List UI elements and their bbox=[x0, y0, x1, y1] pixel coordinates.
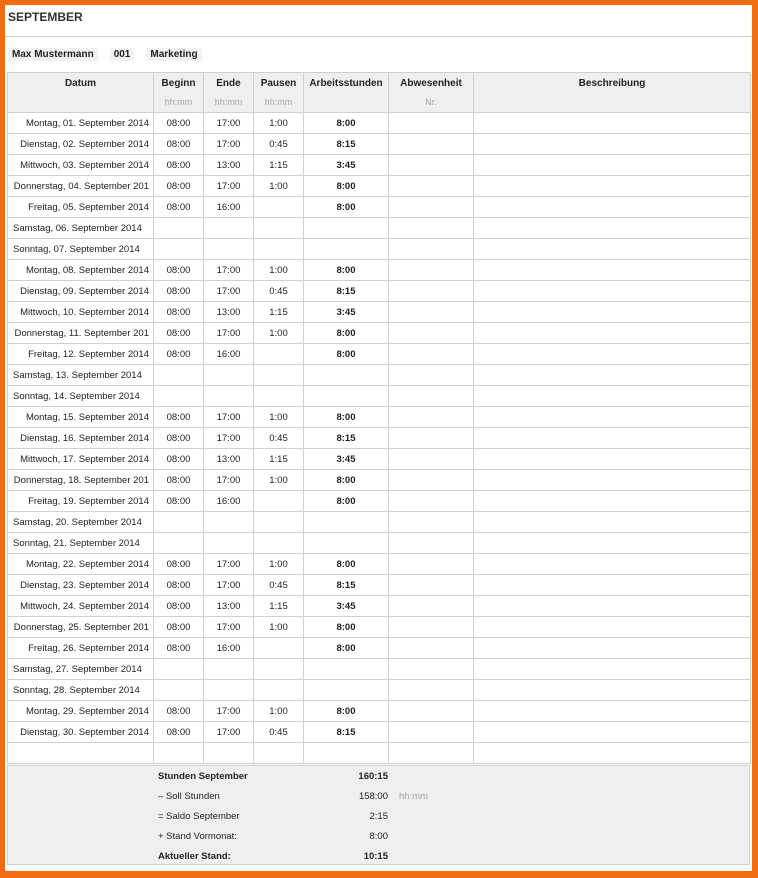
table-row bbox=[8, 680, 751, 701]
begin-cell[interactable] bbox=[154, 743, 204, 764]
begin-cell[interactable] bbox=[154, 680, 204, 701]
table-row bbox=[8, 155, 751, 176]
date-cell[interactable]: Sonntag, 14. September 2014 bbox=[8, 386, 154, 407]
hours-cell[interactable]: 8:15 bbox=[304, 722, 389, 743]
hours-cell[interactable]: 8:00 bbox=[304, 638, 389, 659]
pause-cell[interactable]: 1:00 bbox=[254, 260, 304, 281]
absence-cell[interactable] bbox=[389, 281, 474, 302]
date-cell[interactable]: Samstag, 06. September 2014 bbox=[8, 218, 154, 239]
summary-aktuell: Aktueller Stand: 10:15 bbox=[158, 851, 388, 862]
end-cell[interactable]: 16:00 bbox=[204, 638, 254, 659]
table-row bbox=[8, 470, 751, 491]
absence-cell[interactable] bbox=[389, 113, 474, 134]
pause-cell[interactable]: 1:00 bbox=[254, 176, 304, 197]
pause-cell[interactable]: 1:15 bbox=[254, 155, 304, 176]
hours-cell[interactable]: 8:00 bbox=[304, 407, 389, 428]
date-cell[interactable]: Donnerstag, 11. September 201 bbox=[8, 323, 154, 344]
header-ende: Ende hh:mm bbox=[204, 73, 254, 113]
description-cell[interactable] bbox=[474, 323, 751, 344]
absence-cell[interactable] bbox=[389, 134, 474, 155]
description-cell[interactable] bbox=[474, 218, 751, 239]
table-row bbox=[8, 533, 751, 554]
end-cell[interactable] bbox=[204, 743, 254, 764]
description-cell[interactable] bbox=[474, 302, 751, 323]
table-row bbox=[8, 281, 751, 302]
summary-soll-unit: hh:mm bbox=[399, 791, 429, 802]
hours-cell[interactable]: 3:45 bbox=[304, 302, 389, 323]
hours-cell[interactable]: 8:15 bbox=[304, 134, 389, 155]
absence-cell[interactable] bbox=[389, 302, 474, 323]
description-cell[interactable] bbox=[474, 701, 751, 722]
header-pausen: Pausen hh:mm bbox=[254, 73, 304, 113]
date-cell[interactable]: Samstag, 20. September 2014 bbox=[8, 512, 154, 533]
pause-cell[interactable] bbox=[254, 533, 304, 554]
end-cell[interactable]: 13:00 bbox=[204, 155, 254, 176]
end-cell[interactable] bbox=[204, 512, 254, 533]
description-cell[interactable] bbox=[474, 449, 751, 470]
hours-cell[interactable]: 8:15 bbox=[304, 575, 389, 596]
table-row bbox=[8, 239, 751, 260]
pause-cell[interactable]: 0:45 bbox=[254, 428, 304, 449]
hours-cell[interactable]: 8:00 bbox=[304, 344, 389, 365]
end-cell[interactable] bbox=[204, 365, 254, 386]
date-cell[interactable]: Mittwoch, 03. September 2014 bbox=[8, 155, 154, 176]
begin-cell[interactable]: 08:00 bbox=[154, 449, 204, 470]
absence-cell[interactable] bbox=[389, 197, 474, 218]
end-cell[interactable]: 17:00 bbox=[204, 134, 254, 155]
begin-cell[interactable]: 08:00 bbox=[154, 407, 204, 428]
absence-cell[interactable] bbox=[389, 554, 474, 575]
date-cell[interactable]: Donnerstag, 25. September 201 bbox=[8, 617, 154, 638]
hours-cell[interactable] bbox=[304, 365, 389, 386]
absence-cell[interactable] bbox=[389, 449, 474, 470]
table-row bbox=[8, 449, 751, 470]
time-table bbox=[7, 72, 751, 764]
description-cell[interactable] bbox=[474, 554, 751, 575]
end-cell[interactable]: 16:00 bbox=[204, 344, 254, 365]
date-cell[interactable]: Montag, 08. September 2014 bbox=[8, 260, 154, 281]
absence-cell[interactable] bbox=[389, 428, 474, 449]
date-cell[interactable]: Donnerstag, 18. September 201 bbox=[8, 470, 154, 491]
pause-cell[interactable] bbox=[254, 386, 304, 407]
end-cell[interactable]: 17:00 bbox=[204, 281, 254, 302]
summary-saldo: = Saldo September 2:15 bbox=[158, 811, 388, 822]
description-cell[interactable] bbox=[474, 407, 751, 428]
begin-cell[interactable]: 08:00 bbox=[154, 617, 204, 638]
table-row bbox=[8, 701, 751, 722]
end-cell[interactable]: 17:00 bbox=[204, 470, 254, 491]
pause-cell[interactable] bbox=[254, 680, 304, 701]
absence-cell[interactable] bbox=[389, 155, 474, 176]
description-cell[interactable] bbox=[474, 386, 751, 407]
description-cell[interactable] bbox=[474, 239, 751, 260]
employee-id: 001 bbox=[110, 48, 135, 61]
begin-cell[interactable] bbox=[154, 659, 204, 680]
description-cell[interactable] bbox=[474, 113, 751, 134]
table-row bbox=[8, 407, 751, 428]
begin-cell[interactable]: 08:00 bbox=[154, 722, 204, 743]
date-cell[interactable]: Sonntag, 07. September 2014 bbox=[8, 239, 154, 260]
table-row bbox=[8, 365, 751, 386]
begin-cell[interactable]: 08:00 bbox=[154, 113, 204, 134]
header-arbeitsstunden: Arbeitsstunden bbox=[304, 73, 389, 113]
employee-info bbox=[8, 48, 214, 61]
pause-cell[interactable]: 1:00 bbox=[254, 470, 304, 491]
begin-cell[interactable]: 08:00 bbox=[154, 344, 204, 365]
absence-cell[interactable] bbox=[389, 638, 474, 659]
end-cell[interactable]: 17:00 bbox=[204, 575, 254, 596]
pause-cell[interactable]: 0:45 bbox=[254, 134, 304, 155]
header-abwesenheit: Abwesenheit Nr. bbox=[389, 73, 474, 113]
description-cell[interactable] bbox=[474, 155, 751, 176]
absence-cell[interactable] bbox=[389, 722, 474, 743]
description-cell[interactable] bbox=[474, 428, 751, 449]
pause-cell[interactable]: 1:15 bbox=[254, 449, 304, 470]
pause-cell[interactable] bbox=[254, 659, 304, 680]
description-cell[interactable] bbox=[474, 617, 751, 638]
page-title: SEPTEMBER bbox=[8, 10, 83, 24]
absence-cell[interactable] bbox=[389, 344, 474, 365]
description-cell[interactable] bbox=[474, 344, 751, 365]
date-cell[interactable]: Samstag, 13. September 2014 bbox=[8, 365, 154, 386]
hours-cell[interactable] bbox=[304, 512, 389, 533]
pause-cell[interactable]: 1:00 bbox=[254, 113, 304, 134]
pause-cell[interactable]: 1:15 bbox=[254, 596, 304, 617]
end-cell[interactable] bbox=[204, 386, 254, 407]
end-cell[interactable]: 17:00 bbox=[204, 260, 254, 281]
table-row bbox=[8, 344, 751, 365]
description-cell[interactable] bbox=[474, 638, 751, 659]
date-cell[interactable]: Mittwoch, 17. September 2014 bbox=[8, 449, 154, 470]
hours-cell[interactable]: 8:00 bbox=[304, 197, 389, 218]
end-cell[interactable] bbox=[204, 218, 254, 239]
hours-cell[interactable]: 8:00 bbox=[304, 617, 389, 638]
begin-cell[interactable]: 08:00 bbox=[154, 470, 204, 491]
table-header bbox=[8, 73, 751, 113]
header-beschreibung: Beschreibung bbox=[474, 73, 751, 113]
table-row bbox=[8, 323, 751, 344]
pause-cell[interactable]: 0:45 bbox=[254, 281, 304, 302]
table-row bbox=[8, 386, 751, 407]
begin-cell[interactable] bbox=[154, 386, 204, 407]
end-cell[interactable]: 13:00 bbox=[204, 449, 254, 470]
begin-cell[interactable]: 08:00 bbox=[154, 575, 204, 596]
date-cell[interactable]: Montag, 01. September 2014 bbox=[8, 113, 154, 134]
date-cell[interactable]: Freitag, 19. September 2014 bbox=[8, 491, 154, 512]
hours-cell[interactable]: 3:45 bbox=[304, 596, 389, 617]
description-cell[interactable] bbox=[474, 659, 751, 680]
end-cell[interactable]: 13:00 bbox=[204, 596, 254, 617]
table-row bbox=[8, 596, 751, 617]
date-cell[interactable]: Sonntag, 21. September 2014 bbox=[8, 533, 154, 554]
date-cell[interactable]: Dienstag, 09. September 2014 bbox=[8, 281, 154, 302]
description-cell[interactable] bbox=[474, 281, 751, 302]
table-row bbox=[8, 218, 751, 239]
description-cell[interactable] bbox=[474, 176, 751, 197]
begin-cell[interactable]: 08:00 bbox=[154, 638, 204, 659]
date-cell[interactable] bbox=[8, 743, 154, 764]
pause-cell[interactable]: 0:45 bbox=[254, 575, 304, 596]
end-cell[interactable]: 17:00 bbox=[204, 554, 254, 575]
absence-cell[interactable] bbox=[389, 386, 474, 407]
timesheet bbox=[5, 5, 752, 871]
hours-cell[interactable] bbox=[304, 659, 389, 680]
hours-cell[interactable] bbox=[304, 386, 389, 407]
table-row bbox=[8, 722, 751, 743]
date-cell[interactable]: Donnerstag, 04. September 201 bbox=[8, 176, 154, 197]
description-cell[interactable] bbox=[474, 197, 751, 218]
date-cell[interactable]: Dienstag, 16. September 2014 bbox=[8, 428, 154, 449]
pause-cell[interactable] bbox=[254, 197, 304, 218]
end-cell[interactable] bbox=[204, 680, 254, 701]
pause-cell[interactable] bbox=[254, 512, 304, 533]
date-cell[interactable]: Dienstag, 02. September 2014 bbox=[8, 134, 154, 155]
end-cell[interactable] bbox=[204, 533, 254, 554]
pause-cell[interactable] bbox=[254, 365, 304, 386]
absence-cell[interactable] bbox=[389, 218, 474, 239]
employee-name: Max Mustermann bbox=[8, 48, 98, 61]
hours-cell[interactable] bbox=[304, 533, 389, 554]
pause-cell[interactable] bbox=[254, 491, 304, 512]
pause-cell[interactable]: 1:15 bbox=[254, 302, 304, 323]
table-row bbox=[8, 512, 751, 533]
absence-cell[interactable] bbox=[389, 701, 474, 722]
description-cell[interactable] bbox=[474, 512, 751, 533]
employee-department: Marketing bbox=[146, 48, 201, 61]
absence-cell[interactable] bbox=[389, 617, 474, 638]
table-row bbox=[8, 638, 751, 659]
end-cell[interactable]: 16:00 bbox=[204, 197, 254, 218]
description-cell[interactable] bbox=[474, 134, 751, 155]
absence-cell[interactable] bbox=[389, 407, 474, 428]
begin-cell[interactable]: 08:00 bbox=[154, 155, 204, 176]
table-row bbox=[8, 575, 751, 596]
pause-cell[interactable] bbox=[254, 638, 304, 659]
table-row bbox=[8, 491, 751, 512]
date-cell[interactable]: Montag, 22. September 2014 bbox=[8, 554, 154, 575]
hours-cell[interactable]: 8:00 bbox=[304, 554, 389, 575]
pause-cell[interactable]: 1:00 bbox=[254, 617, 304, 638]
table-row bbox=[8, 134, 751, 155]
table-row bbox=[8, 428, 751, 449]
table-row bbox=[8, 197, 751, 218]
date-cell[interactable]: Samstag, 27. September 2014 bbox=[8, 659, 154, 680]
pause-cell[interactable] bbox=[254, 218, 304, 239]
description-cell[interactable] bbox=[474, 533, 751, 554]
date-cell[interactable]: Mittwoch, 24. September 2014 bbox=[8, 596, 154, 617]
begin-cell[interactable]: 08:00 bbox=[154, 134, 204, 155]
end-cell[interactable]: 17:00 bbox=[204, 722, 254, 743]
absence-cell[interactable] bbox=[389, 659, 474, 680]
end-cell[interactable] bbox=[204, 659, 254, 680]
begin-cell[interactable]: 08:00 bbox=[154, 701, 204, 722]
date-cell[interactable]: Freitag, 05. September 2014 bbox=[8, 197, 154, 218]
summary-vormonat: + Stand Vormonat: 8:00 bbox=[158, 831, 388, 842]
absence-cell[interactable] bbox=[389, 596, 474, 617]
hours-cell[interactable] bbox=[304, 743, 389, 764]
hours-cell[interactable]: 3:45 bbox=[304, 155, 389, 176]
description-cell[interactable] bbox=[474, 470, 751, 491]
end-cell[interactable]: 17:00 bbox=[204, 428, 254, 449]
begin-cell[interactable]: 08:00 bbox=[154, 428, 204, 449]
hours-cell[interactable]: 8:00 bbox=[304, 260, 389, 281]
date-cell[interactable]: Mittwoch, 10. September 2014 bbox=[8, 302, 154, 323]
begin-cell[interactable] bbox=[154, 365, 204, 386]
header-beginn: Beginn hh:mm bbox=[154, 73, 204, 113]
pause-cell[interactable]: 1:00 bbox=[254, 407, 304, 428]
hours-cell[interactable]: 8:00 bbox=[304, 323, 389, 344]
end-cell[interactable]: 17:00 bbox=[204, 407, 254, 428]
description-cell[interactable] bbox=[474, 491, 751, 512]
absence-cell[interactable] bbox=[389, 365, 474, 386]
end-cell[interactable]: 17:00 bbox=[204, 701, 254, 722]
description-cell[interactable] bbox=[474, 260, 751, 281]
hours-cell[interactable]: 8:15 bbox=[304, 428, 389, 449]
summary-panel bbox=[7, 765, 750, 865]
date-cell[interactable]: Montag, 29. September 2014 bbox=[8, 701, 154, 722]
table-row bbox=[8, 113, 751, 134]
absence-cell[interactable] bbox=[389, 176, 474, 197]
absence-cell[interactable] bbox=[389, 239, 474, 260]
hours-cell[interactable]: 8:00 bbox=[304, 491, 389, 512]
begin-cell[interactable]: 08:00 bbox=[154, 260, 204, 281]
begin-cell[interactable]: 08:00 bbox=[154, 554, 204, 575]
begin-cell[interactable]: 08:00 bbox=[154, 323, 204, 344]
description-cell[interactable] bbox=[474, 365, 751, 386]
begin-cell[interactable]: 08:00 bbox=[154, 596, 204, 617]
description-cell[interactable] bbox=[474, 680, 751, 701]
absence-cell[interactable] bbox=[389, 260, 474, 281]
description-cell[interactable] bbox=[474, 743, 751, 764]
hours-cell[interactable] bbox=[304, 218, 389, 239]
absence-cell[interactable] bbox=[389, 743, 474, 764]
hours-cell[interactable] bbox=[304, 239, 389, 260]
end-cell[interactable]: 17:00 bbox=[204, 176, 254, 197]
hours-cell[interactable]: 8:00 bbox=[304, 470, 389, 491]
table-row bbox=[8, 659, 751, 680]
hours-cell[interactable]: 8:15 bbox=[304, 281, 389, 302]
header-datum: Datum bbox=[8, 73, 154, 113]
pause-cell[interactable]: 1:00 bbox=[254, 554, 304, 575]
pause-cell[interactable] bbox=[254, 239, 304, 260]
hours-cell[interactable]: 8:00 bbox=[304, 176, 389, 197]
begin-cell[interactable]: 08:00 bbox=[154, 491, 204, 512]
absence-cell[interactable] bbox=[389, 533, 474, 554]
description-cell[interactable] bbox=[474, 575, 751, 596]
absence-cell[interactable] bbox=[389, 680, 474, 701]
date-cell[interactable]: Freitag, 26. September 2014 bbox=[8, 638, 154, 659]
begin-cell[interactable] bbox=[154, 533, 204, 554]
date-cell[interactable]: Sonntag, 28. September 2014 bbox=[8, 680, 154, 701]
pause-cell[interactable]: 0:45 bbox=[254, 722, 304, 743]
hours-cell[interactable]: 3:45 bbox=[304, 449, 389, 470]
date-cell[interactable]: Montag, 15. September 2014 bbox=[8, 407, 154, 428]
end-cell[interactable] bbox=[204, 239, 254, 260]
begin-cell[interactable] bbox=[154, 239, 204, 260]
summary-soll: – Soll Stunden 158:00 bbox=[158, 791, 388, 802]
begin-cell[interactable]: 08:00 bbox=[154, 197, 204, 218]
absence-cell[interactable] bbox=[389, 575, 474, 596]
hours-cell[interactable]: 8:00 bbox=[304, 113, 389, 134]
description-cell[interactable] bbox=[474, 596, 751, 617]
table-row bbox=[8, 302, 751, 323]
hours-cell[interactable]: 8:00 bbox=[304, 701, 389, 722]
absence-cell[interactable] bbox=[389, 323, 474, 344]
date-cell[interactable]: Freitag, 12. September 2014 bbox=[8, 344, 154, 365]
description-cell[interactable] bbox=[474, 722, 751, 743]
summary-stunden: Stunden September 160:15 bbox=[158, 771, 388, 782]
hours-cell[interactable] bbox=[304, 680, 389, 701]
table-row bbox=[8, 554, 751, 575]
date-cell[interactable]: Dienstag, 23. September 2014 bbox=[8, 575, 154, 596]
absence-cell[interactable] bbox=[389, 512, 474, 533]
title-divider bbox=[5, 36, 752, 37]
begin-cell[interactable]: 08:00 bbox=[154, 281, 204, 302]
begin-cell[interactable] bbox=[154, 218, 204, 239]
absence-cell[interactable] bbox=[389, 491, 474, 512]
end-cell[interactable]: 17:00 bbox=[204, 113, 254, 134]
pause-cell[interactable]: 1:00 bbox=[254, 701, 304, 722]
end-cell[interactable]: 13:00 bbox=[204, 302, 254, 323]
pause-cell[interactable] bbox=[254, 743, 304, 764]
pause-cell[interactable] bbox=[254, 344, 304, 365]
absence-cell[interactable] bbox=[389, 470, 474, 491]
table-row bbox=[8, 176, 751, 197]
table-row bbox=[8, 743, 751, 764]
end-cell[interactable]: 17:00 bbox=[204, 323, 254, 344]
end-cell[interactable]: 17:00 bbox=[204, 617, 254, 638]
pause-cell[interactable]: 1:00 bbox=[254, 323, 304, 344]
date-cell[interactable]: Dienstag, 30. September 2014 bbox=[8, 722, 154, 743]
begin-cell[interactable] bbox=[154, 512, 204, 533]
table-row bbox=[8, 617, 751, 638]
begin-cell[interactable]: 08:00 bbox=[154, 176, 204, 197]
table-row bbox=[8, 260, 751, 281]
begin-cell[interactable]: 08:00 bbox=[154, 302, 204, 323]
end-cell[interactable]: 16:00 bbox=[204, 491, 254, 512]
